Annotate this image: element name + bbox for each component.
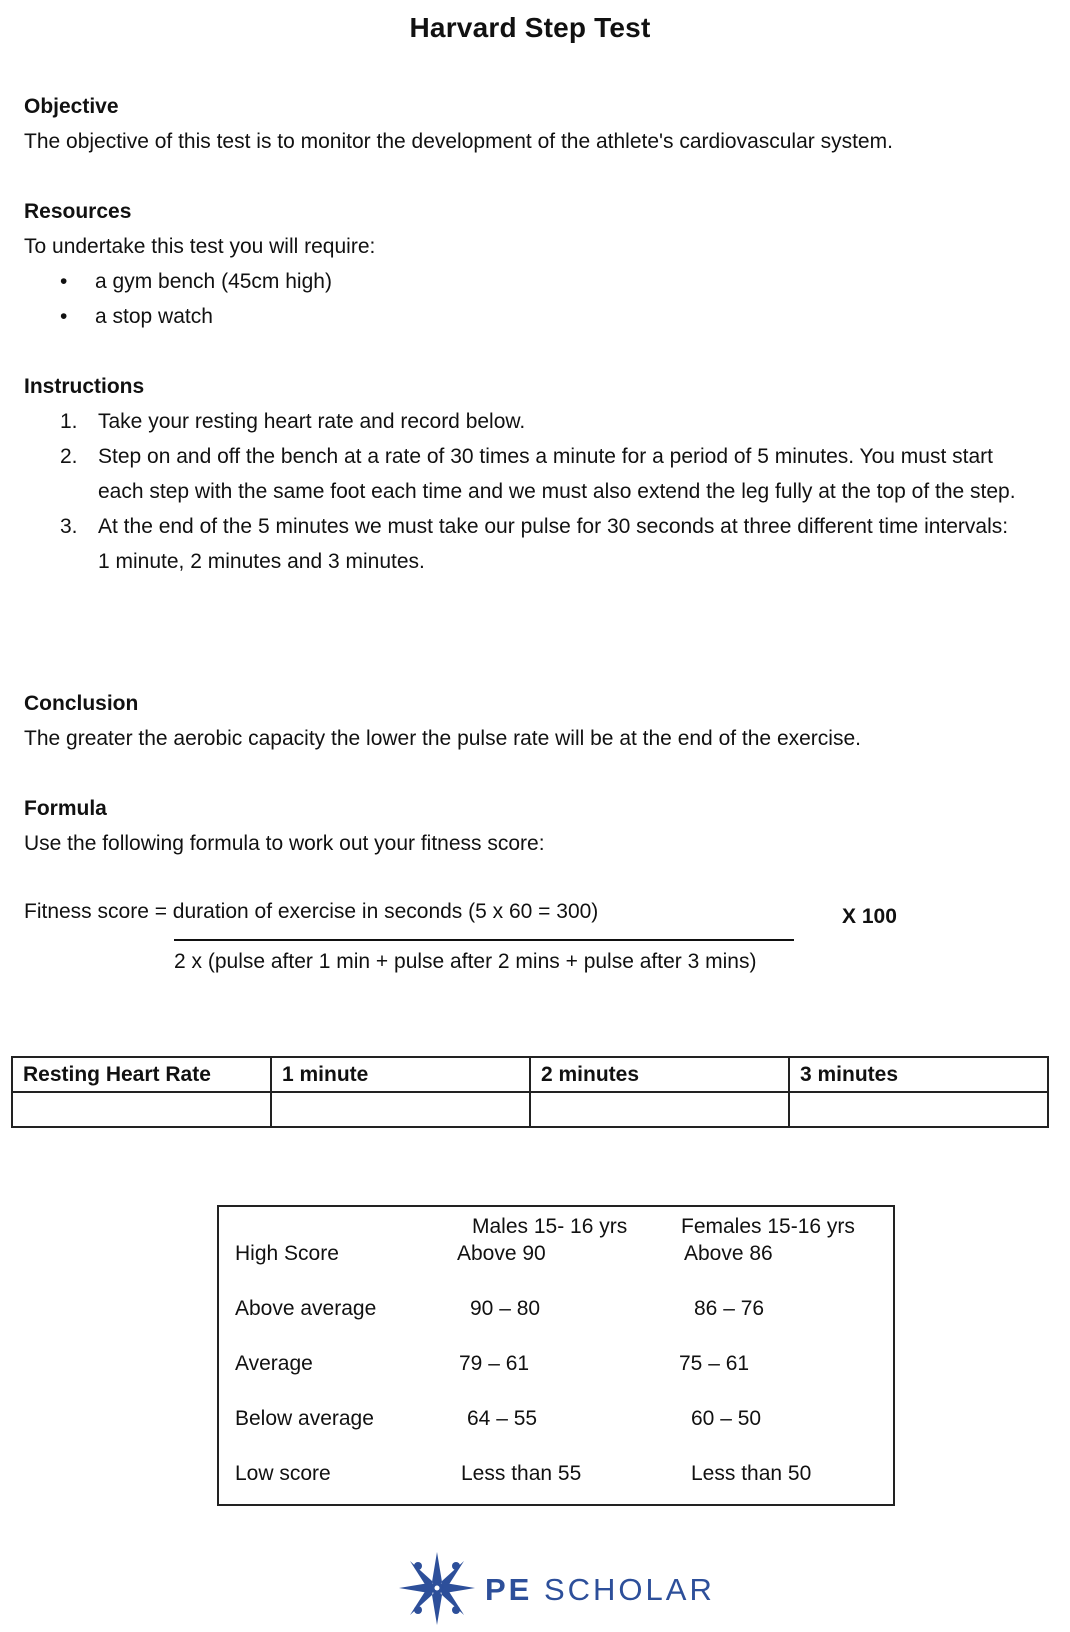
fraction-bar bbox=[174, 939, 794, 941]
table-header-cell: 3 minutes bbox=[789, 1057, 1048, 1092]
formula-denominator: 2 x (pulse after 1 min + pulse after 2 mins + pulse after 3 mins) bbox=[174, 950, 757, 973]
norms-row-label: High Score bbox=[235, 1242, 339, 1265]
objective-text: The objective of this test is to monitor the development of the athlete's cardiovascular system. bbox=[24, 130, 893, 153]
norms-row-label: Below average bbox=[235, 1407, 374, 1430]
table-header-row bbox=[12, 1057, 1048, 1092]
resources-intro: To undertake this test you will require: bbox=[24, 235, 376, 258]
table-header-cell: 2 minutes bbox=[530, 1057, 789, 1092]
table-row bbox=[12, 1092, 1048, 1127]
pe-scholar-logo bbox=[395, 1550, 715, 1627]
compass-star-icon bbox=[395, 1550, 479, 1627]
norms-males-value: 79 – 61 bbox=[459, 1352, 530, 1375]
resources-heading: Resources bbox=[24, 200, 132, 223]
table-cell-1min bbox=[271, 1092, 530, 1127]
instruction-step bbox=[24, 404, 1044, 439]
formula-multiplier: X 100 bbox=[842, 905, 897, 928]
resources-item: • a stop watch bbox=[24, 299, 332, 334]
norms-females-value: Above 86 bbox=[684, 1242, 773, 1265]
logo-text bbox=[485, 1572, 715, 1608]
instruction-step bbox=[24, 509, 1044, 579]
table-cell-resting bbox=[12, 1092, 271, 1127]
instructions-list bbox=[24, 404, 1044, 579]
logo-brand-bold: PE bbox=[485, 1572, 533, 1607]
formula-numerator: Fitness score = duration of exercise in seconds (5 x 60 = 300) bbox=[24, 900, 599, 923]
step-number: 3. bbox=[60, 515, 78, 538]
table-cell-3min bbox=[789, 1092, 1048, 1127]
norms-males-value: Above 90 bbox=[457, 1242, 546, 1265]
step-text: Step on and off the bench at a rate of 30 times a minute for a period of 5 minutes. You must start each step with the same foot each time and we must also extend the leg fully at the top of the step. bbox=[98, 445, 1016, 503]
norms-row-label: Average bbox=[235, 1352, 313, 1375]
instructions-heading: Instructions bbox=[24, 375, 145, 398]
step-text: Take your resting heart rate and record below. bbox=[98, 410, 526, 433]
formula-heading: Formula bbox=[24, 797, 107, 820]
resources-item: • a gym bench (45cm high) bbox=[24, 264, 332, 299]
step-text: At the end of the 5 minutes we must take our pulse for 30 seconds at three different time intervals: bbox=[98, 515, 1009, 538]
norms-females-value: Less than 50 bbox=[691, 1462, 812, 1485]
norms-females-value: 60 – 50 bbox=[691, 1407, 762, 1430]
norms-females-value: 75 – 61 bbox=[679, 1352, 750, 1375]
step-number: 2. bbox=[60, 445, 78, 468]
page-title: Harvard Step Test bbox=[409, 12, 651, 43]
table-header-cell: Resting Heart Rate bbox=[12, 1057, 271, 1092]
norms-males-value: 64 – 55 bbox=[467, 1407, 538, 1430]
table-header-cell: 1 minute bbox=[271, 1057, 530, 1092]
norms-row-label: Low score bbox=[235, 1462, 331, 1485]
objective-heading: Objective bbox=[24, 95, 119, 118]
instruction-step bbox=[24, 439, 1044, 509]
heart-rate-record-table bbox=[11, 1056, 1049, 1128]
logo-brand-rest: SCHOLAR bbox=[543, 1572, 715, 1607]
norms-females-value: 86 – 76 bbox=[694, 1297, 765, 1320]
conclusion-text: The greater the aerobic capacity the lower the pulse rate will be at the end of the exercise. bbox=[24, 727, 861, 750]
norms-males-value: Less than 55 bbox=[461, 1462, 582, 1485]
norms-col-males: Males 15- 16 yrs bbox=[472, 1215, 628, 1238]
norms-col-females: Females 15-16 yrs bbox=[681, 1215, 855, 1238]
norms-row-label: Above average bbox=[235, 1297, 377, 1320]
conclusion-heading: Conclusion bbox=[24, 692, 139, 715]
fitness-norms-box bbox=[217, 1205, 895, 1506]
norms-males-value: 90 – 80 bbox=[470, 1297, 541, 1320]
resources-list bbox=[24, 264, 332, 334]
table-cell-2min bbox=[530, 1092, 789, 1127]
step-number: 1. bbox=[60, 410, 78, 433]
step-subtext: 1 minute, 2 minutes and 3 minutes. bbox=[98, 550, 425, 573]
formula-intro: Use the following formula to work out your fitness score: bbox=[24, 832, 545, 855]
